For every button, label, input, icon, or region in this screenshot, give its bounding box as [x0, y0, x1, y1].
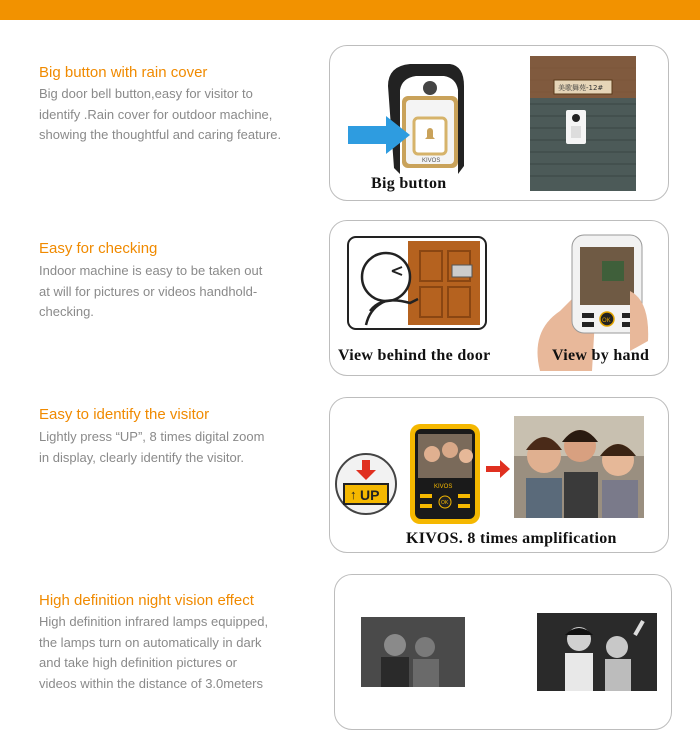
night-vision-illustration: [335, 575, 672, 730]
svg-text:↑: ↑: [350, 487, 357, 502]
svg-text:KIVOS: KIVOS: [434, 484, 453, 490]
feature-description: Indoor machine is easy to be taken out at will for pictures or videos handhold- checking.: [39, 263, 263, 319]
feature-image-panel: [334, 574, 672, 730]
feature-description: Big door bell button,easy for visitor to identify .Rain cover for outdoor machine, showing the thoughtful and caring feature.: [39, 86, 282, 142]
panel-caption-right: View by hand: [552, 347, 650, 364]
svg-text:OK: OK: [602, 318, 611, 324]
panel-caption: KIVOS. 8 times amplification: [406, 530, 617, 547]
svg-text:OK: OK: [441, 500, 449, 506]
svg-text:KIVOS: KIVOS: [422, 158, 441, 164]
top-accent-bar: [0, 0, 700, 20]
feature-title: Big button with rain cover: [39, 64, 208, 81]
feature-image-panel: [329, 220, 669, 376]
feature-title: Easy to identify the visitor: [39, 406, 210, 423]
panel-caption-left: View behind the door: [338, 347, 491, 364]
feature-image-panel: [329, 397, 669, 553]
svg-text:美歌舞苑-12#: 美歌舞苑-12#: [558, 84, 604, 92]
panel-caption: Big button: [371, 175, 447, 192]
feature-image-panel: [329, 45, 669, 201]
svg-text:UP: UP: [360, 487, 380, 503]
feature-title: Easy for checking: [39, 240, 158, 257]
feature-description: Lightly press “UP”, 8 times digital zoom in display, clearly identify the visitor.: [39, 429, 265, 465]
feature-description: High definition infrared lamps equipped, the lamps turn on automatically in dark and take high definition pictures or videos within the distance of 3.0meters: [39, 614, 269, 691]
feature-title: High definition night vision effect: [39, 592, 254, 609]
